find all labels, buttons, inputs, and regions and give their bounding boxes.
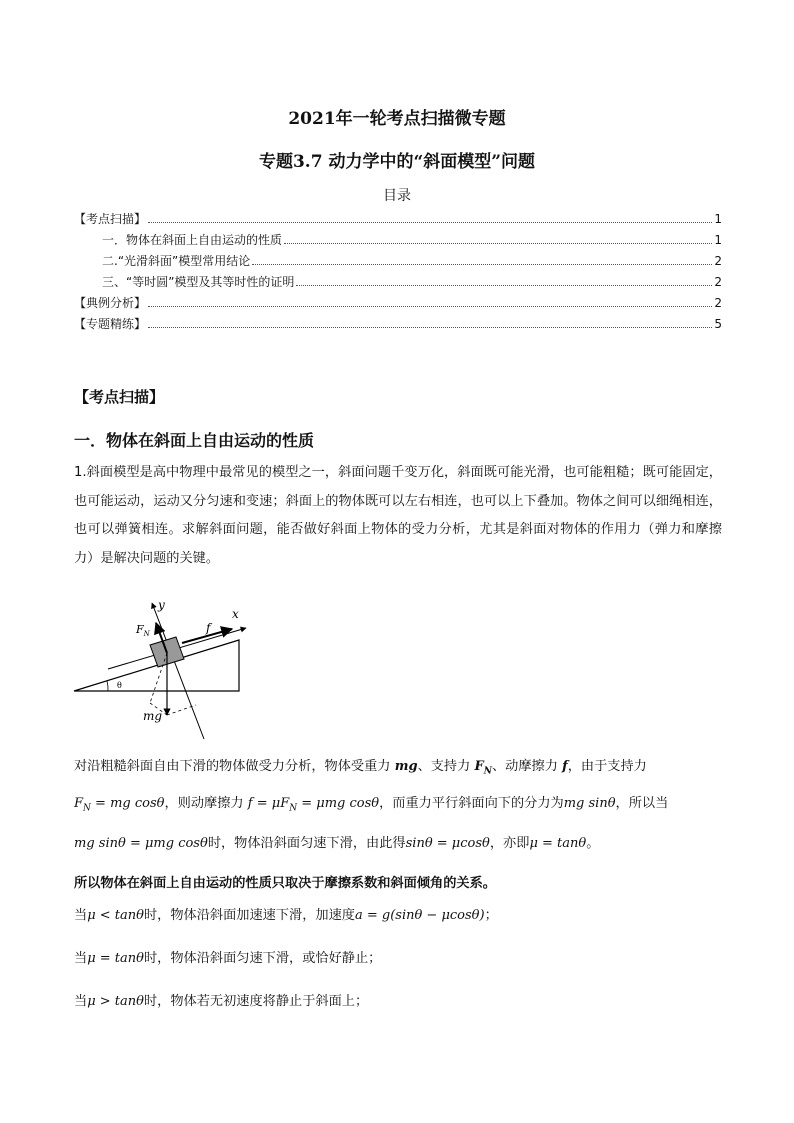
- document-subtitle: 专题3.7 动力学中的“斜面模型”问题: [258, 152, 536, 172]
- formula-subscript: N: [83, 803, 91, 814]
- toc-entry-page: 1: [714, 233, 722, 247]
- text-run: ，由于支持力: [567, 759, 647, 774]
- friction-symbol: f: [562, 759, 568, 774]
- text-run: 时，物体沿斜面匀速下滑，由此得: [207, 836, 406, 851]
- toc-entry-label: 【考点扫描】: [74, 212, 147, 226]
- formula: f = μF: [247, 796, 290, 811]
- toc-entry-label: 【典例分析】: [74, 296, 147, 310]
- formula: a = g(sinθ − μcosθ): [354, 908, 485, 923]
- toc-entry-page: 2: [714, 296, 722, 310]
- toc-leader-dots: [252, 264, 712, 265]
- normal-force-subscript: N: [483, 766, 492, 777]
- formula-subscript: N: [289, 803, 298, 814]
- formula: μ = tanθ: [529, 836, 587, 851]
- toc-entry-page: 2: [714, 275, 722, 289]
- formula: F: [74, 796, 84, 811]
- formula: mg sinθ = μmg cosθ: [74, 836, 208, 851]
- text-run: 。: [586, 836, 600, 851]
- angle-label: θ: [117, 681, 122, 690]
- toc-entry-label: 二.“光滑斜面”模型常用结论: [102, 254, 251, 268]
- formula: = μmg cosθ: [297, 796, 380, 811]
- subsection-heading: 一．物体在斜面上自由运动的性质: [74, 431, 315, 450]
- toc-entry[interactable]: [74, 210, 722, 231]
- toc-leader-dots: [296, 285, 712, 286]
- document-title: 2021年一轮考点扫描微专题: [288, 109, 506, 129]
- toc-entry-page: 5: [714, 317, 722, 331]
- toc-entry-page: 2: [714, 254, 722, 268]
- table-of-contents: [74, 210, 722, 336]
- text-run: ，亦即: [489, 836, 530, 851]
- text-run: 、支持力: [417, 759, 475, 774]
- text-run: 对沿粗糙斜面自由下滑的物体做受力分析，物体受重力: [74, 759, 395, 774]
- component-dashed-line: [167, 705, 196, 715]
- toc-leader-dots: [148, 306, 712, 307]
- y-axis-label: y: [158, 598, 165, 612]
- text-run: 当: [74, 951, 88, 966]
- text-run: 时，物体若无初速度将静止于斜面上；: [143, 994, 369, 1009]
- analysis-line-3: [74, 832, 734, 851]
- normal-force-label: [135, 623, 151, 638]
- text-run: 、动摩擦力: [491, 759, 563, 774]
- toc-entry[interactable]: [74, 315, 722, 336]
- conclusion-line: 所以物体在斜面上自由运动的性质只取决于摩擦系数和斜面倾角的关系。: [74, 876, 496, 891]
- toc-entry-label: 【专题精练】: [74, 317, 147, 331]
- formula: = mg cosθ: [90, 796, 165, 811]
- x-axis-label: x: [232, 607, 239, 621]
- case-line-1: [74, 904, 734, 923]
- normal-force-symbol: F: [474, 759, 484, 774]
- normal-force-subscript: N: [143, 630, 150, 638]
- toc-entry-label: 一．物体在斜面上自由运动的性质: [102, 233, 283, 247]
- normal-force-symbol: F: [136, 623, 144, 636]
- formula: mg sinθ: [563, 796, 616, 811]
- analysis-line-2: [74, 792, 734, 814]
- angle-arc: [107, 681, 108, 691]
- text-run: 时，物体沿斜面匀速下滑，或恰好静止；: [143, 951, 382, 966]
- formula: μ > tanθ: [87, 994, 144, 1009]
- section-heading: 【考点扫描】: [74, 388, 165, 406]
- case-line-2: [74, 947, 734, 966]
- intro-paragraph: 1.斜面模型是高中物理中最常见的模型之一，斜面问题千变万化，斜面既可能光滑，也可能粗糙；既可能固定，也可能运动，运动又分匀速和变速；斜面上的物体既可以左右相连，也可以上下叠加。物体之间可以细绳相连，也可以弹簧相连。求解斜面问题，能否做好斜面上物体的受力分析，尤其是斜面对物体的作用力（弹力和摩擦力）是解决问题的关键。: [74, 465, 722, 566]
- text-run: ，则动摩擦力: [164, 796, 248, 811]
- toc-leader-dots: [148, 222, 712, 223]
- formula: μ < tanθ: [87, 908, 144, 923]
- formula: μ = tanθ: [87, 951, 144, 966]
- text-run: ，而重力平行斜面向下的分力为: [379, 796, 564, 811]
- toc-entry[interactable]: [74, 294, 722, 315]
- text-run: 当: [74, 994, 88, 1009]
- gravity-label: mg: [143, 709, 163, 723]
- gravity-symbol: mg: [394, 759, 418, 774]
- formula: sinθ = μcosθ: [405, 836, 490, 851]
- incline-force-diagram: [70, 595, 250, 745]
- toc-entry-label: 三、“等时圆”模型及其等时性的证明: [102, 275, 295, 289]
- text-run: ，所以当: [615, 796, 669, 811]
- friction-label: f: [206, 621, 211, 635]
- toc-entry[interactable]: [74, 252, 722, 273]
- toc-leader-dots: [148, 327, 712, 328]
- toc-leader-dots: [284, 243, 712, 244]
- toc-entry[interactable]: [74, 273, 722, 294]
- text-run: 当: [74, 908, 88, 923]
- text-run: ；: [484, 908, 498, 923]
- toc-entry[interactable]: [74, 231, 722, 252]
- case-line-3: [74, 990, 734, 1009]
- text-run: 时，物体沿斜面加速速下滑，加速度: [143, 908, 355, 923]
- analysis-line-1: [74, 755, 734, 777]
- toc-entry-page: 1: [714, 212, 722, 226]
- toc-heading: 目录: [383, 188, 411, 204]
